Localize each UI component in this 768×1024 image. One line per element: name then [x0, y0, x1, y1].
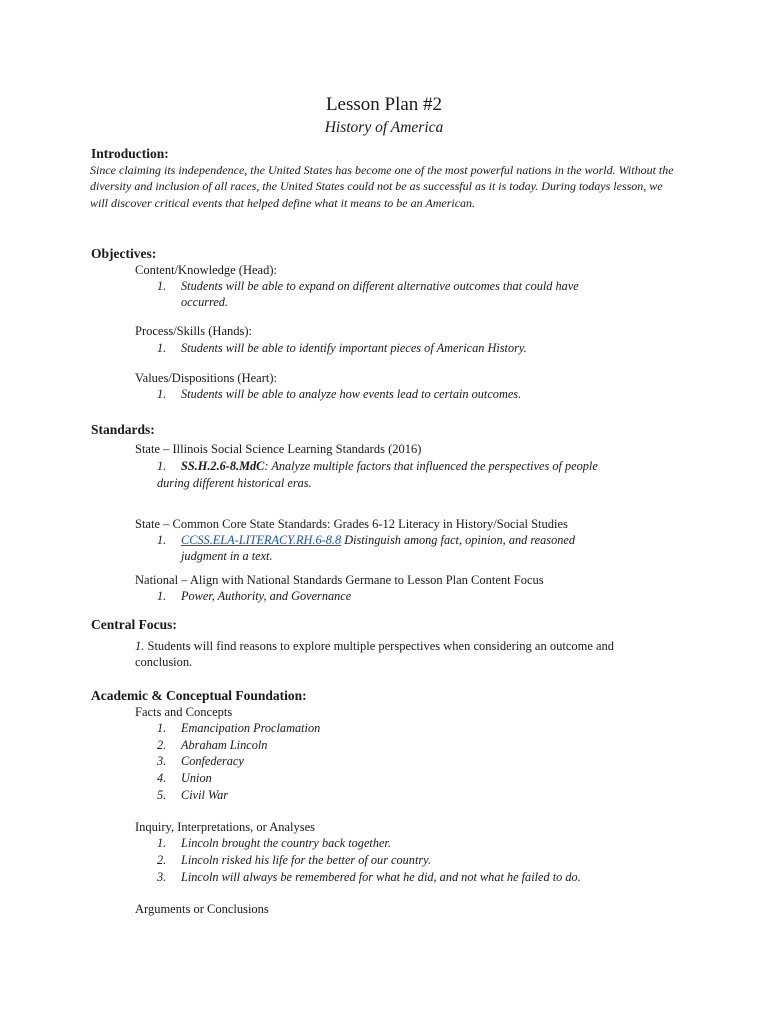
- list-number: 2.: [157, 853, 167, 867]
- list-number: 1.: [135, 639, 145, 653]
- list-number: 5.: [157, 788, 167, 802]
- objective-item: [157, 278, 579, 295]
- list-item: [157, 770, 212, 787]
- list-number: 1.: [157, 589, 167, 603]
- list-item: [157, 753, 244, 770]
- list-item-text: Lincoln will always be remembered for what he did, and not what he failed to do.: [181, 870, 581, 884]
- introduction-heading: Introduction:: [91, 146, 169, 161]
- inquiry-label: Inquiry, Interpretations, or Analyses: [135, 820, 316, 834]
- list-item-text: Power, Authority, and Governance: [181, 589, 352, 603]
- arguments-label: Arguments or Conclusions: [135, 902, 269, 916]
- objective-group-label: Process/Skills (Hands):: [135, 324, 253, 338]
- list-item-text: Students will be able to identify important pieces of American History.: [181, 341, 527, 355]
- list-number: 1.: [157, 459, 167, 473]
- objective-item: [157, 340, 527, 357]
- central-focus-continuation: conclusion.: [135, 655, 193, 669]
- standard-label: State – Illinois Social Science Learning Standards (2016): [135, 442, 422, 456]
- list-item-text: Lincoln brought the country back together.: [181, 836, 391, 850]
- list-item: [157, 737, 267, 754]
- objective-group-label: Values/Dispositions (Heart):: [135, 371, 277, 385]
- list-item-text: Emancipation Proclamation: [181, 721, 321, 735]
- list-number: 1.: [157, 341, 167, 355]
- standard-text: : Analyze multiple factors that influenced the perspectives of people: [264, 459, 598, 473]
- standard-label: State – Common Core State Standards: Grades 6-12 Literacy in History/Social Studies: [135, 517, 568, 531]
- list-item-text: Students will be able to analyze how events lead to certain outcomes.: [181, 387, 522, 401]
- list-item-continuation: judgment in a text.: [181, 549, 273, 563]
- standard-text: Distinguish among fact, opinion, and reasoned: [344, 533, 575, 547]
- list-number: 1.: [157, 279, 167, 293]
- central-focus-heading: Central Focus:: [91, 617, 177, 632]
- standard-item: [157, 532, 575, 549]
- objective-group-label: Content/Knowledge (Head):: [135, 263, 277, 277]
- list-item-text: Civil War: [181, 788, 229, 802]
- list-number: 1.: [157, 387, 167, 401]
- list-item: [157, 720, 320, 737]
- list-item: [157, 852, 431, 869]
- list-number: 2.: [157, 738, 167, 752]
- list-item-continuation: occurred.: [181, 295, 229, 309]
- list-item-text: Union: [181, 771, 212, 785]
- list-item: [157, 835, 391, 852]
- central-focus-text: [135, 638, 614, 655]
- list-item-text: Abraham Lincoln: [181, 738, 268, 752]
- foundation-heading: Academic & Conceptual Foundation:: [91, 688, 307, 703]
- central-focus-line: Students will find reasons to explore multiple perspectives when considering an outcome and: [147, 639, 615, 653]
- list-item-text: Students will be able to expand on different alternative outcomes that could have: [181, 279, 579, 293]
- standard-link[interactable]: CCSS.ELA-LITERACY.RH.6-8.8: [181, 533, 342, 547]
- introduction-text: Since claiming its independence, the United States has become one of the most powerful nations in the world. Without the diversity and inclusion of all races, the United States could not be as successful as it is today. During todays lesson, we will discover critical events that helped define what it means to be an American.: [90, 163, 674, 210]
- standard-item: [157, 588, 351, 605]
- list-item-text: Confederacy: [181, 754, 244, 768]
- standards-heading: Standards:: [91, 422, 155, 437]
- objectives-heading: Objectives:: [91, 246, 157, 261]
- standard-code: SS.H.2.6-8.MdC: [181, 459, 265, 473]
- standard-label: National – Align with National Standards Germane to Lesson Plan Content Focus: [135, 573, 544, 587]
- list-number: 3.: [157, 870, 167, 884]
- list-number: 1.: [157, 533, 167, 547]
- list-number: 1.: [157, 836, 167, 850]
- list-item-text: Lincoln risked his life for the better of our country.: [181, 853, 432, 867]
- standard-item: [157, 458, 598, 475]
- facts-label: Facts and Concepts: [135, 705, 233, 719]
- list-number: 1.: [157, 721, 167, 735]
- list-item: [157, 787, 228, 804]
- list-item: [157, 869, 581, 886]
- objective-item: [157, 386, 521, 403]
- list-number: 4.: [157, 771, 167, 785]
- page-subtitle: History of America: [324, 119, 444, 136]
- page-title: Lesson Plan #2: [325, 94, 443, 115]
- list-number: 3.: [157, 754, 167, 768]
- list-item-continuation: during different historical eras.: [157, 476, 312, 490]
